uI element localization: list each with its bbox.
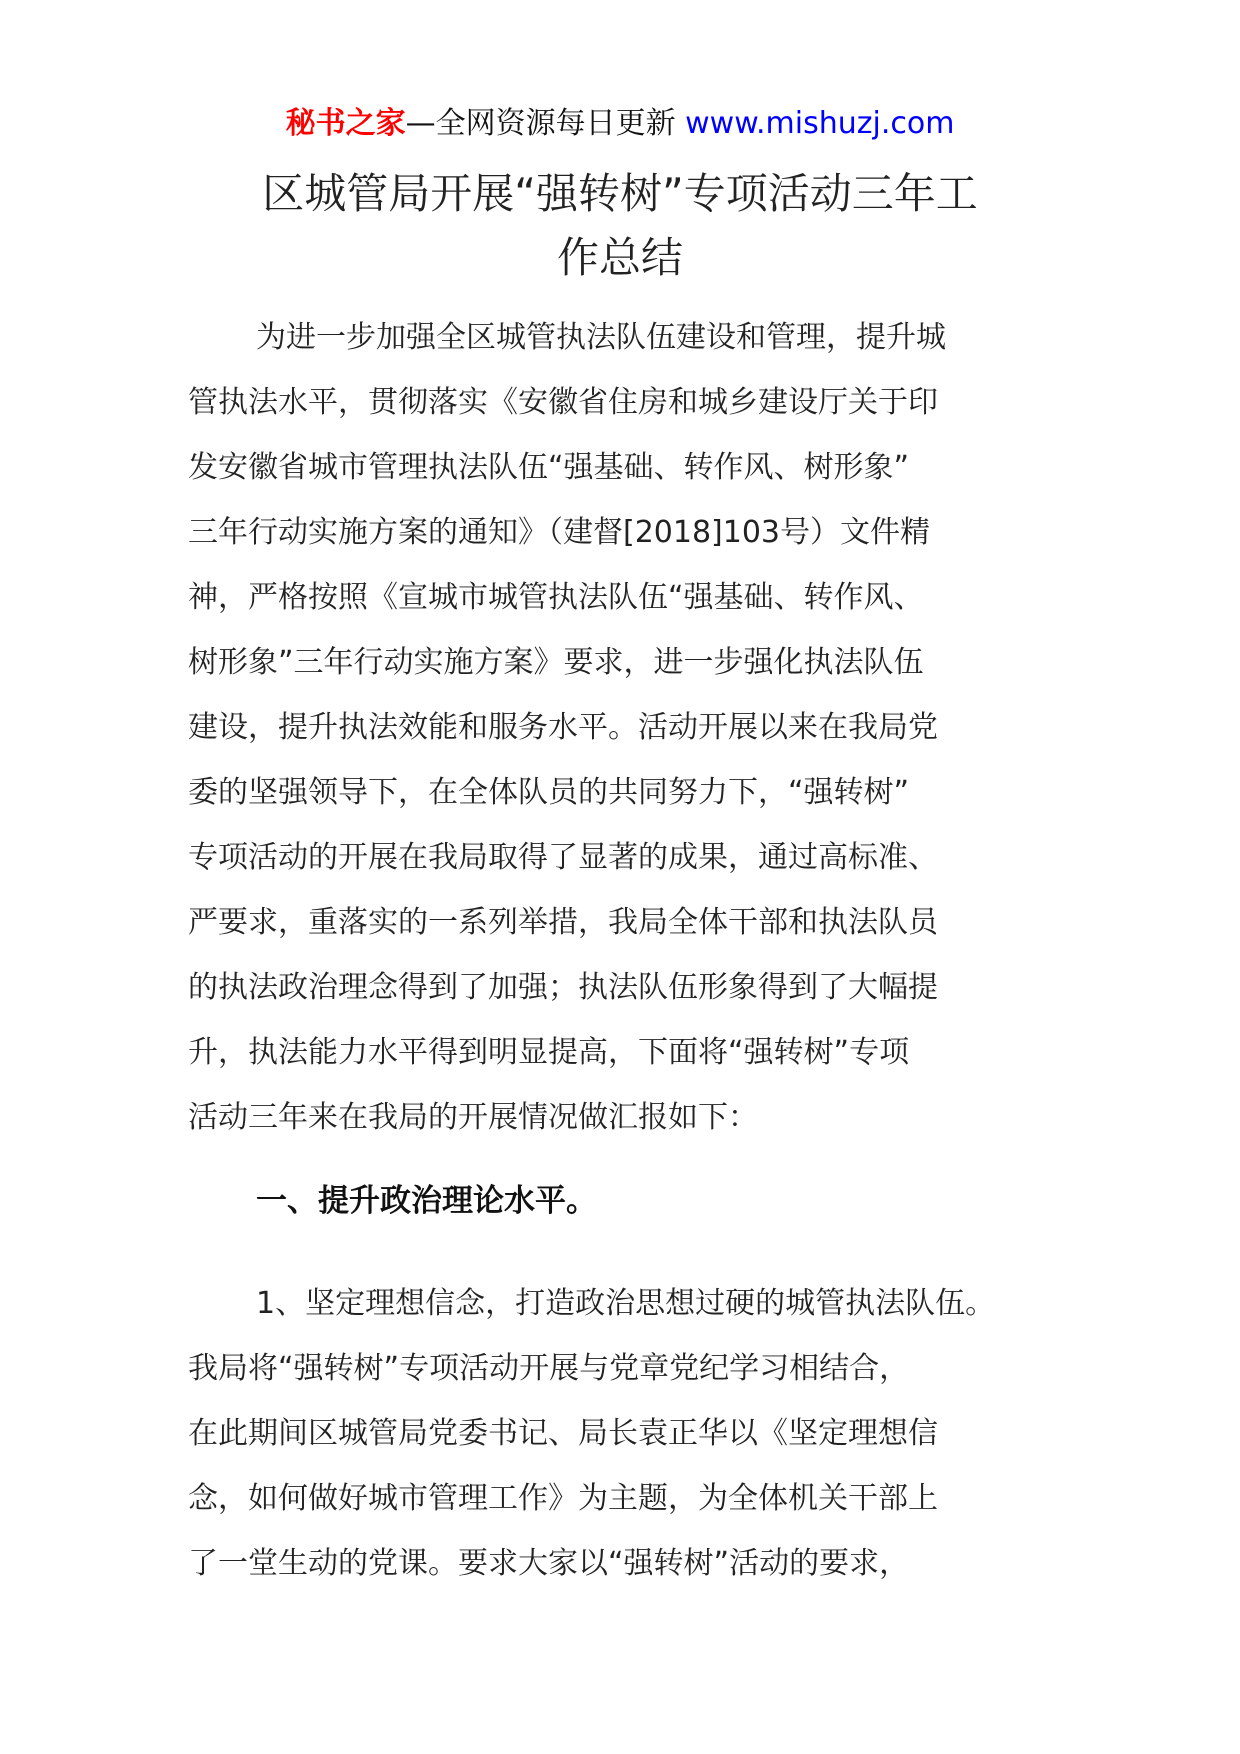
section1-paragraph <box>188 1271 1068 1596</box>
paragraph-line: 建设，提升执法效能和服务水平。活动开展以来在我局党 <box>188 710 938 745</box>
paragraph-line: 三年行动实施方案的通知》（建督[2018]103号）文件精 <box>188 515 931 550</box>
paragraph-line: 活动三年来在我局的开展情况做汇报如下： <box>188 1100 758 1135</box>
intro-paragraph <box>188 305 1068 1150</box>
paragraph-line: 我局将“强转树”专项活动开展与党章党纪学习相结合， <box>188 1351 910 1386</box>
website-link[interactable]: www.mishuzj.com <box>685 106 955 141</box>
paragraph-line: 神，严格按照《宣城市城管执法队伍“强基础、转作风、 <box>188 580 924 615</box>
paragraph-line: 在此期间区城管局党委书记、局长袁正华以《坚定理想信 <box>188 1416 938 1451</box>
paragraph-line: 的执法政治理念得到了加强；执法队伍形象得到了大幅提 <box>188 970 938 1005</box>
document-title <box>180 162 1060 290</box>
paragraph-line: 委的坚强领导下，在全体队员的共同努力下，“强转树” <box>188 775 910 810</box>
paragraph-line: 管执法水平，贯彻落实《安徽省住房和城乡建设厅关于印 <box>188 385 938 420</box>
paragraph-line: 严要求，重落实的一系列举措，我局全体干部和执法队员 <box>188 905 938 940</box>
title-line: 区城管局开展“强转树”专项活动三年工 <box>262 169 978 218</box>
header-tagline: —全网资源每日更新 <box>405 106 676 141</box>
paragraph-line: 念，如何做好城市管理工作》为主题，为全体机关干部上 <box>188 1481 938 1516</box>
brand-name: 秘书之家 <box>285 106 406 141</box>
paragraph-line: 树形象”三年行动实施方案》要求，进一步强化执法队伍 <box>188 645 924 680</box>
paragraph-line: 发安徽省城市管理执法队伍“强基础、转作风、树形象” <box>188 450 910 485</box>
site-header <box>0 104 1240 144</box>
paragraph-line: 1、坚定理想信念，打造政治思想过硬的城管执法队伍。 <box>256 1286 996 1321</box>
paragraph-line: 了一堂生动的党课。要求大家以“强转树”活动的要求， <box>188 1546 910 1581</box>
paragraph-line: 升，执法能力水平得到明显提高，下面将“强转树”专项 <box>188 1035 910 1070</box>
section-heading: 一、提升政治理论水平。 <box>256 1183 597 1219</box>
title-line: 作总结 <box>556 233 683 282</box>
paragraph-line: 专项活动的开展在我局取得了显著的成果，通过高标准、 <box>188 840 938 875</box>
paragraph-line: 为进一步加强全区城管执法队伍建设和管理，提升城 <box>256 320 946 355</box>
